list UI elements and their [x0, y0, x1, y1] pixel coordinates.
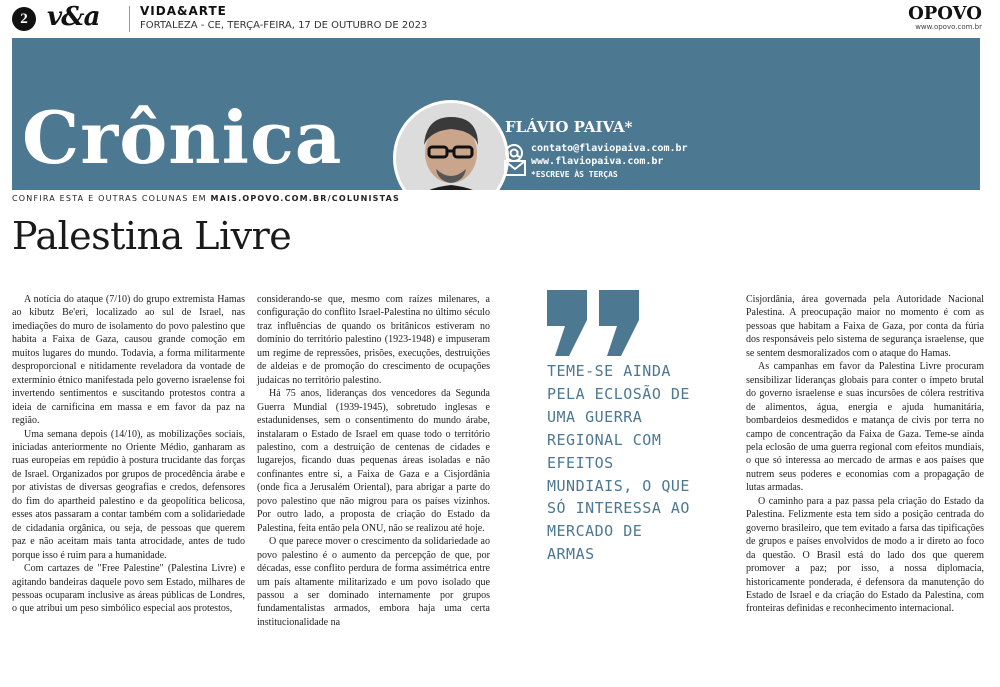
article-column-1: [12, 293, 245, 616]
header-divider: [129, 6, 130, 32]
column-title: Crônica: [22, 95, 343, 180]
paragraph: Cisjordânia, área governada pela Autoridade Nacional Palestina. A preocupação maior no momento é com as pessoas que habitam a Faixa de Gaza, por conta da fúria dos responsáveis pelo sistema de segurança israelense, que se sentem desmoralizados com o ataque do Hamas.: [746, 294, 984, 359]
column-banner: [12, 38, 980, 190]
paragraph: As campanhas em favor da Palestina Livre procuram sensibilizar lideranças globais para conter o ímpeto brutal do governo israelense e suas incursões de cólera restritiva de alimentos, água, energia e ajuda humanitária, bombardeios desmedidos e matança de civis por terra no campo de concentração da Faixa de Gaza. Teme-se ainda pela eclosão de uma guerra regional com efeitos mundiais, o que só interessa ao mercado de armas e aos países que nutrem seus poderes e economias com a propagação de lutas armadas.: [746, 361, 984, 494]
quotation-mark-icon: [547, 290, 639, 356]
paragraph: Com cartazes de "Free Palestine" (Palestina Livre) e agitando bandeiras daquele povo sem Estado, milhares de pessoas ocuparam inclusive as áreas públicas de Londres, o que atribui um peso simbólico especial aos protestos,: [12, 563, 245, 615]
paragraph: considerando-se que, mesmo com raízes milenares, a configuração do conflito Israel-Palestina no último século traz influências de quando os britânicos estiveram no domínio do território palestino (1923-1948) e impuseram um regime de repressões, prisões, execuções, destruições de aldeias e de promoção do crescimento de ocupações judaicas no território palestino.: [257, 294, 490, 386]
publication-schedule: *ESCREVE ÀS TERÇAS: [531, 170, 618, 179]
article-title: Palestina Livre: [12, 214, 292, 258]
article-column-2: [257, 293, 490, 629]
paragraph: Há 75 anos, lideranças dos vencedores da Segunda Guerra Mundial (1939-1945), sobretudo inglesas e estadunidenses, sem o consentimento do mundo árabe, instalaram o Estado de Israel em quase todo o território palestino, com a destruição de centenas de cidades e lugarejos, ficando duas pequenas áreas isoladas e não confinantes entre si, a Faixa de Gaza e a Cisjordânia (onde fica a Jerusalém Oriental), para abrigar a parte do povo palestino que não migrou para os países vizinhos. Por outro lado, a proposta de criação do Estado da Palestina, feita então pela ONU, não se realizou até hoje.: [257, 388, 490, 534]
envelope-icon: [504, 160, 526, 176]
paragraph: Uma semana depois (14/10), as mobilizações sociais, iniciadas anteriormente no Oriente Médio, ganharam as ruas europeias em repúdio à postura trucidante das forças de Israel. Organizados por grupos de procedência árabe e por ativistas de diversas geografias e credos, defensores do fim do apartheid palestino e da geopolítica belicosa, esses atos passaram a contar também com a solidariedade de cidadania orgânica, ou seja, de pessoas que querem paz e não aceitam mais tanta atrocidade, antes de tudo porque isso é ruim para a humanidade.: [12, 428, 245, 561]
paragraph: A notícia do ataque (7/10) do grupo extremista Hamas ao kibutz Be'eri, localizado ao sul de Israel, nas imediações do muro de isolamento do povo palestino que habita a Faixa de Gaza, causou grande comoção em muitos lugares do mundo. Todavia, a forma militarmente desproporcional e nitidamente reveladora da vontade de extermínio étnico manifestada pelo governo israelense foi invertendo sentimentos e suscitando protestos contra a ideia de carnificina em massa e em favor da paz na região.: [12, 294, 245, 427]
paragraph: O caminho para a paz passa pela criação do Estado da Palestina. Felizmente esta tem sido a posição centrada do governo brasileiro, que tem evitado a farsa das tipificações de grupos e países envolvidos de modo a ir direto ao foco da questão. O Brasil está do lado dos que querem promover a paz; por isso, a nossa diplomacia, historicamente ponderada, é defensora da manutenção do Estado de Israel e da criação do Estado da Palestina, com fronteiras definidas e reconhecimento internacional.: [746, 495, 984, 615]
pull-quote: TEME-SE AINDA PELA ECLOSÃO DE UMA GUERRA REGIONAL COM EFEITOS MUNDIAIS, O QUE SÓ INTERESSA AO MERCADO DE ARMAS: [547, 362, 690, 564]
more-columns-link[interactable]: MAIS.OPOVO.COM.BR/COLUNISTAS: [210, 194, 400, 203]
author-email[interactable]: contato@flaviopaiva.com.br: [531, 143, 688, 154]
author-name: FLÁVIO PAIVA*: [505, 118, 633, 136]
section-logo: v&a: [47, 2, 100, 32]
more-columns-line: [12, 194, 400, 203]
paragraph: O que parece mover o crescimento da solidariedade ao povo palestino é o aumento da percepção de que, por décadas, esse conflito perdura de forma assimétrica entre um país altamente militarizado e um povo isolado que passou a ser dominado internamente por grupos fundamentalistas armados, embora haja uma certa institucionalidade na: [257, 536, 490, 628]
dateline: FORTALEZA - CE, TERÇA-FEIRA, 17 DE OUTUBRO DE 2023: [140, 20, 428, 31]
more-columns-prefix: CONFIRA ESTA E OUTRAS COLUNAS EM: [12, 194, 211, 203]
newspaper-url: www.opovo.com.br: [915, 23, 982, 31]
newspaper-logo: OPOVO: [908, 3, 982, 24]
page-header: [0, 0, 1000, 36]
section-name: VIDA&ARTE: [140, 4, 227, 18]
author-photo: [393, 100, 509, 190]
author-website[interactable]: www.flaviopaiva.com.br: [531, 156, 664, 167]
article-column-3: [746, 293, 984, 616]
page-number: 2: [12, 7, 36, 31]
